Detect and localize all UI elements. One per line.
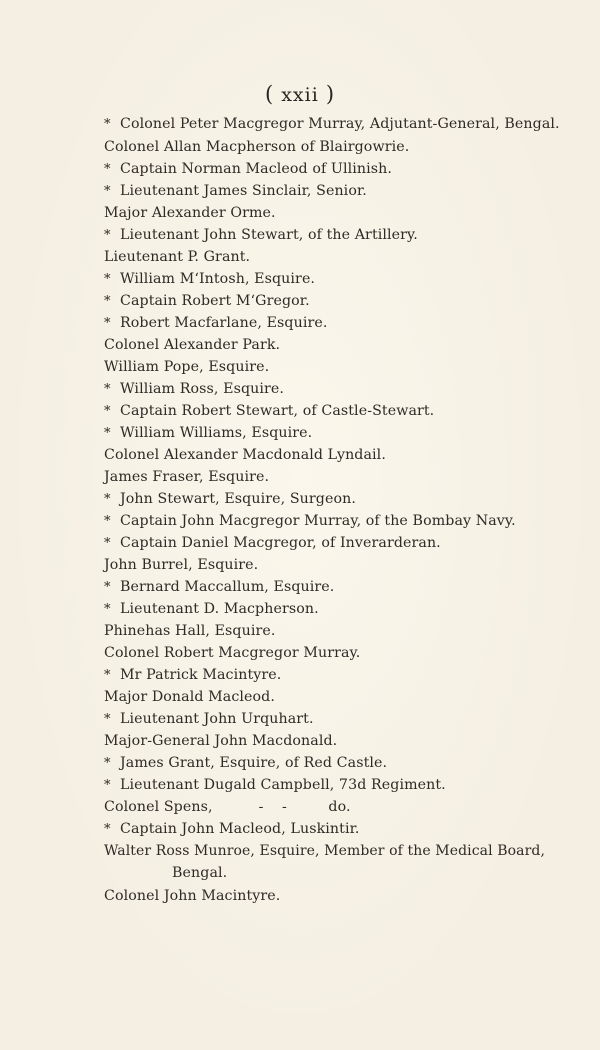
subscriber-entry	[104, 842, 545, 860]
asterisk-mark: *	[104, 272, 111, 287]
subscriber-name: William Pope, Esquire.	[104, 359, 270, 375]
subscriber-entry	[104, 115, 560, 134]
asterisk-mark: *	[104, 382, 111, 397]
asterisk-mark: *	[104, 712, 111, 727]
asterisk-mark: *	[104, 228, 111, 243]
subscriber-entry	[104, 887, 280, 905]
subscriber-name: James Grant, Esquire, of Red Castle.	[120, 755, 388, 771]
subscriber-entry	[104, 314, 327, 333]
subscriber-entry	[104, 226, 418, 245]
subscriber-name: Lieutenant P. Grant.	[104, 249, 251, 265]
subscriber-entry	[104, 556, 258, 574]
subscriber-name: Captain John Macgregor Murray, of the Bombay Navy.	[120, 513, 516, 529]
page-number: xxii	[281, 84, 319, 106]
subscriber-entry	[104, 578, 334, 597]
subscriber-entry	[104, 292, 310, 311]
subscriber-name: John Burrel, Esquire.	[104, 557, 259, 573]
subscriber-entry	[104, 512, 516, 531]
asterisk-mark: *	[104, 404, 111, 419]
subscriber-name: William Williams, Esquire.	[120, 425, 313, 441]
subscriber-name: Bengal.	[172, 865, 228, 881]
page-header	[0, 82, 600, 106]
subscriber-entry	[104, 380, 284, 399]
subscriber-name: John Stewart, Esquire, Surgeon.	[120, 491, 356, 507]
subscriber-name: Lieutenant James Sinclair, Senior.	[120, 183, 367, 199]
subscriber-name: Bernard Maccallum, Esquire.	[120, 579, 335, 595]
subscriber-name: Captain Robert Stewart, of Castle-Stewart.	[120, 403, 435, 419]
subscriber-name: William M‘Intosh, Esquire.	[120, 271, 316, 287]
subscriber-entry	[104, 358, 269, 376]
subscriber-entry	[104, 402, 434, 421]
asterisk-mark: *	[104, 602, 111, 617]
left-paren: (	[264, 82, 275, 106]
subscriber-entry	[104, 798, 351, 816]
subscriber-entry	[104, 490, 356, 509]
subscriber-name: Walter Ross Munroe, Esquire, Member of the Medical Board,	[104, 843, 546, 859]
subscriber-entry	[104, 600, 319, 619]
subscriber-name: Lieutenant Dugald Campbell, 73d Regiment.	[120, 777, 446, 793]
subscriber-entry	[104, 270, 315, 289]
subscriber-name: James Fraser, Esquire.	[104, 469, 270, 485]
subscriber-entry	[104, 666, 281, 685]
subscriber-name: Lieutenant John Stewart, of the Artillery.	[120, 227, 418, 243]
subscriber-entry	[104, 424, 312, 443]
asterisk-mark: *	[104, 822, 111, 837]
subscriber-name: Captain John Macleod, Luskintir.	[120, 821, 360, 837]
subscriber-name: Captain Robert M‘Gregor.	[120, 293, 310, 309]
subscriber-entry	[104, 248, 250, 266]
subscriber-entry	[104, 468, 269, 486]
subscriber-name: Colonel Spens, - - do.	[104, 799, 351, 815]
asterisk-mark: *	[104, 514, 111, 529]
subscriber-name: Major Donald Macleod.	[104, 689, 275, 705]
asterisk-mark: *	[104, 184, 111, 199]
subscriber-name: Captain Norman Macleod of Ullinish.	[120, 161, 393, 177]
subscriber-entry	[104, 446, 386, 464]
right-paren: )	[325, 82, 336, 106]
subscriber-name: Major-General John Macdonald.	[104, 733, 338, 749]
asterisk-mark: *	[104, 426, 111, 441]
subscriber-entry	[104, 776, 446, 795]
subscriber-name: Mr Patrick Macintyre.	[120, 667, 282, 683]
subscriber-name: Major Alexander Orme.	[104, 205, 276, 221]
subscriber-entry	[104, 820, 360, 839]
asterisk-mark: *	[104, 117, 111, 132]
subscriber-name: Robert Macfarlane, Esquire.	[120, 315, 328, 331]
subscriber-name: Colonel John Macintyre.	[104, 888, 281, 904]
subscriber-entry	[104, 754, 387, 773]
asterisk-mark: *	[104, 756, 111, 771]
subscriber-name: Lieutenant John Urquhart.	[120, 711, 314, 727]
subscriber-entry	[104, 138, 409, 156]
subscriber-name: Captain Daniel Macgregor, of Inverarderan.	[120, 535, 441, 551]
asterisk-mark: *	[104, 316, 111, 331]
subscriber-name: Colonel Alexander Macdonald Lyndail.	[104, 447, 386, 463]
subscriber-entry	[104, 644, 360, 662]
asterisk-mark: *	[104, 162, 111, 177]
asterisk-mark: *	[104, 492, 111, 507]
subscriber-entry	[104, 732, 337, 750]
subscriber-name: Lieutenant D. Macpherson.	[120, 601, 319, 617]
subscriber-entry	[104, 534, 441, 553]
subscriber-entry	[104, 160, 392, 179]
subscriber-name: William Ross, Esquire.	[120, 381, 284, 397]
subscriber-name: Colonel Allan Macpherson of Blairgowrie.	[104, 139, 410, 155]
subscriber-entry	[172, 864, 227, 882]
subscriber-entry	[104, 622, 275, 640]
asterisk-mark: *	[104, 580, 111, 595]
subscriber-entry	[104, 710, 314, 729]
subscriber-name: Colonel Robert Macgregor Murray.	[104, 645, 361, 661]
subscriber-entry	[104, 204, 276, 222]
asterisk-mark: *	[104, 778, 111, 793]
asterisk-mark: *	[104, 536, 111, 551]
subscriber-entry	[104, 182, 367, 201]
subscriber-entry	[104, 336, 280, 354]
asterisk-mark: *	[104, 668, 111, 683]
subscriber-name: Colonel Alexander Park.	[104, 337, 281, 353]
subscriber-name: Phinehas Hall, Esquire.	[104, 623, 276, 639]
subscriber-name: Colonel Peter Macgregor Murray, Adjutant-General, Bengal.	[120, 116, 560, 132]
asterisk-mark: *	[104, 294, 111, 309]
subscriber-entry	[104, 688, 275, 706]
